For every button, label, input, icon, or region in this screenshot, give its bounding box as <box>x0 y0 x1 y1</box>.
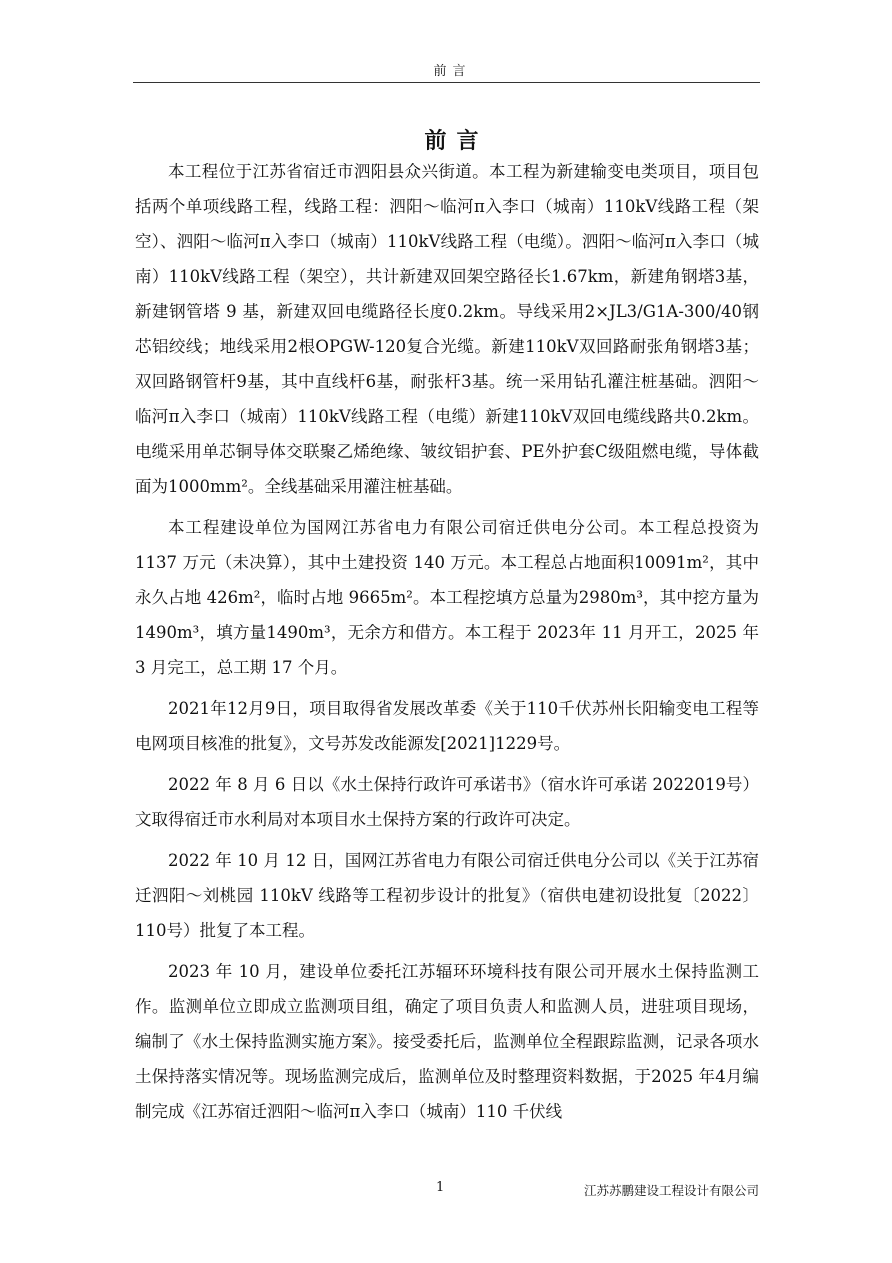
paragraph-preliminary-design: 2022 年 10 月 12 日，国网江苏省电力有限公司宿迁供电分公司以《关于江苏宿迁泗阳～刘桃园 110kV 线路等工程初步设计的批复》（宿供电建初设批复〔2022〕110号）批复了本工程。 <box>135 851 759 940</box>
page-number: 1 <box>436 1180 445 1195</box>
running-header: 前言 <box>433 64 472 79</box>
company-footer: 江苏苏鹏建设工程设计有限公司 <box>583 1183 759 1198</box>
page-title: 前言 <box>424 128 489 154</box>
paragraph-monitoring: 2023 年 10 月，建设单位委托江苏辐环环境科技有限公司开展水土保持监测工作。监测单位立即成立监测项目组，确定了项目负责人和监测人员，进驻项目现场，编制了《水土保持监测实施方案》。接受委托后，监测单位全程跟踪监测，记录各项水土保持落实情况等。现场监测完成后，监测单位及时整理资料数据，于2025 年4月编制完成《江苏宿迁泗阳～临河π入李口（城南）110 千伏线 <box>135 962 759 1121</box>
paragraph-approval: 2021年12月9日，项目取得省发展改革委《关于110千伏苏州长阳输变电工程等电网项目核准的批复》，文号苏发改能源发[2021]1229号。 <box>135 699 759 753</box>
header-divider <box>133 82 760 83</box>
paragraph-investment: 本工程建设单位为国网江苏省电力有限公司宿迁供电分公司。本工程总投资为 1137 万元（未决算），其中土建投资 140 万元。本工程总占地面积10091m²，其中永久占地 426m²，临时占地 9665m²。本工程挖填方总量为2980m³，其中挖方量为1490m³，填方量1490m³，无余方和借方。本工程于 2023年 11 月开工，2025 年 3 月完工，总工期 17 个月。 <box>135 518 759 677</box>
paragraph-soil-permit: 2022 年 8 月 6 日以《水土保持行政许可承诺书》（宿水许可承诺 2022019号）文取得宿迁市水利局对本项目水土保持方案的行政许可决定。 <box>135 775 759 829</box>
paragraph-project-overview: 本工程位于江苏省宿迁市泗阳县众兴街道。本工程为新建输变电类项目，项目包括两个单项线路工程，线路工程：泗阳～临河π入李口（城南）110kV线路工程（架空）、泗阳～临河π入李口（城南）110kV线路工程（电缆）。泗阳～临河π入李口（城南）110kV线路工程（架空），共计新建双回架空路径长1.67km，新建角钢塔3基，新建钢管塔 9 基，新建双回电缆路径长度0.2km。导线采用2×JL3/G1A-300/40钢芯铝绞线；地线采用2根OPGW-120复合光缆。新建110kV双回路耐张角钢塔3基；双回路钢管杆9基，其中直线杆6基，耐张杆3基。统一采用钻孔灌注桩基础。泗阳～临河π入李口（城南）110kV线路工程（电缆）新建110kV双回电缆线路共0.2km。电缆采用单芯铜导体交联聚乙烯绝缘、皱纹铝护套、PE外护套C级阻燃电缆，导体截面为1000mm²。全线基础采用灌注桩基础。 <box>135 162 759 496</box>
body-text <box>135 154 759 1135</box>
